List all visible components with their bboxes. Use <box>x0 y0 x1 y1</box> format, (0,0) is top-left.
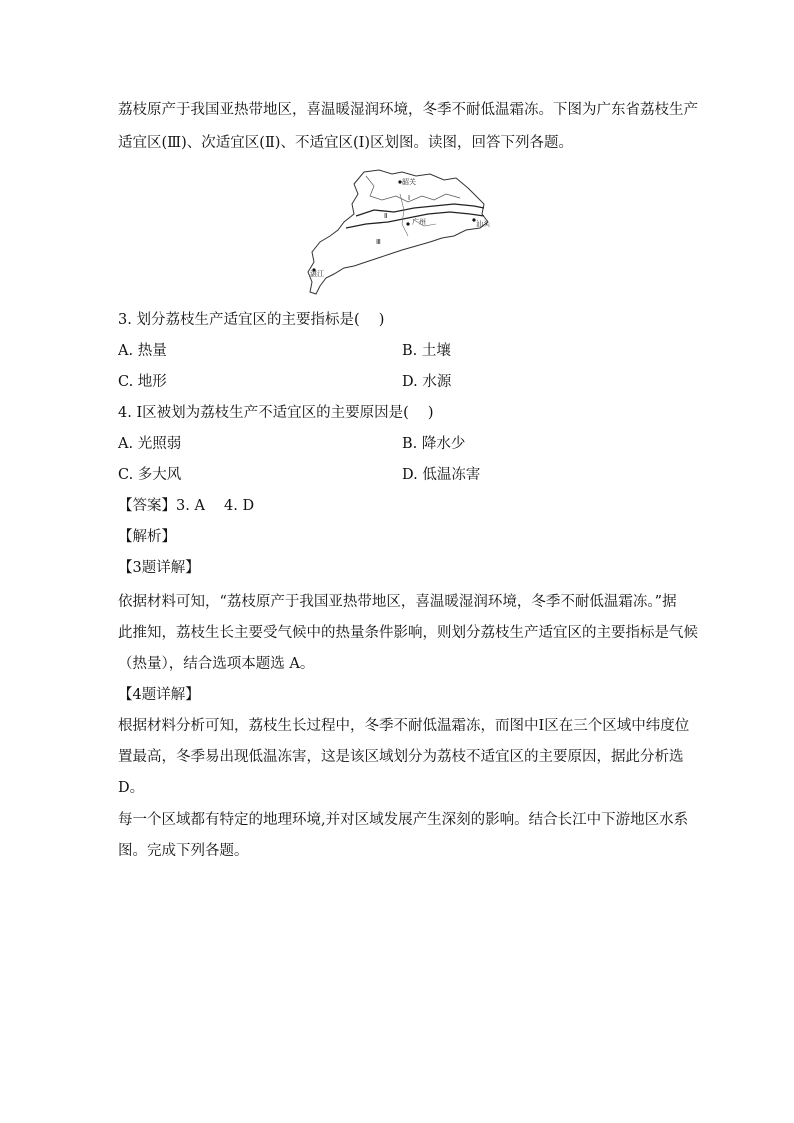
label-guangzhou: 广州 <box>412 218 426 226</box>
guangdong-litchi-zoning-map <box>304 166 494 298</box>
q3-option-c: C. 地形 <box>118 374 167 390</box>
q4-option-d: D. 低温冻害 <box>402 467 481 483</box>
q4-detail-line-2: 置最高，冬季易出现低温冻害，这是该区域划分为荔枝不适宜区的主要原因，据此分析选 <box>118 749 684 765</box>
next-intro-line-1: 每一个区域都有特定的地理环境,并对区域发展产生深刻的影响。结合长江中下游地区水系 <box>118 812 689 828</box>
q4-option-b: B. 降水少 <box>402 436 466 452</box>
zone-boundary-1 <box>356 204 484 216</box>
intro-line-2: 适宜区(Ⅲ)、次适宜区(Ⅱ)、不适宜区(Ⅰ)区划图。读图，回答下列各题。 <box>118 135 574 151</box>
intro-line-1: 荔枝原产于我国亚热带地区，喜温暖湿润环境，冬季不耐低温霜冻。下图为广东省荔枝生产 <box>118 102 698 118</box>
q3-detail-heading: 【3题详解】 <box>118 560 200 576</box>
q3-option-d: D. 水源 <box>402 374 452 390</box>
q4-detail-line-1: 根据材料分析可知，荔枝生长过程中，冬季不耐低温霜冻，而图中Ⅰ区在三个区域中纬度位 <box>118 718 690 734</box>
q3-stem: 3. 划分荔枝生产适宜区的主要指标是( ) <box>118 312 385 328</box>
label-zhanjiang: 湛江 <box>310 270 324 278</box>
q3-detail-line-1: 依据材料可知，“荔枝原产于我国亚热带地区，喜温暖湿润环境，冬季不耐低温霜冻。”据 <box>118 594 677 610</box>
q4-stem: 4. Ⅰ区被划为荔枝生产不适宜区的主要原因是( ) <box>118 405 434 421</box>
label-zone-2: Ⅱ <box>384 212 388 220</box>
q4-option-c: C. 多大风 <box>118 467 182 483</box>
q3-detail-line-3: （热量），结合选项本题选 A。 <box>118 656 315 672</box>
q3-option-a: A. 热量 <box>118 343 167 359</box>
q4-option-a: A. 光照弱 <box>118 436 182 452</box>
q3-detail-line-2: 此推知，荔枝生长主要受气候中的热量条件影响，则划分荔枝生产适宜区的主要指标是气候 <box>118 625 698 641</box>
label-shantou: 汕头 <box>476 220 490 228</box>
label-zone-3: Ⅲ <box>376 238 381 246</box>
q4-detail-heading: 【4题详解】 <box>118 687 200 703</box>
label-zone-1: Ⅰ <box>408 194 411 202</box>
next-intro-line-2: 图。完成下列各题。 <box>118 843 249 859</box>
q4-detail-line-3: D。 <box>118 780 145 796</box>
answer-line: 【答案】3. A 4. D <box>118 498 255 514</box>
q3-option-b: B. 土壤 <box>402 343 451 359</box>
city-marker-guangzhou <box>406 222 409 225</box>
analysis-heading: 【解析】 <box>118 529 176 545</box>
province-outline <box>308 170 488 294</box>
label-shaoguan: 韶关 <box>402 178 416 186</box>
